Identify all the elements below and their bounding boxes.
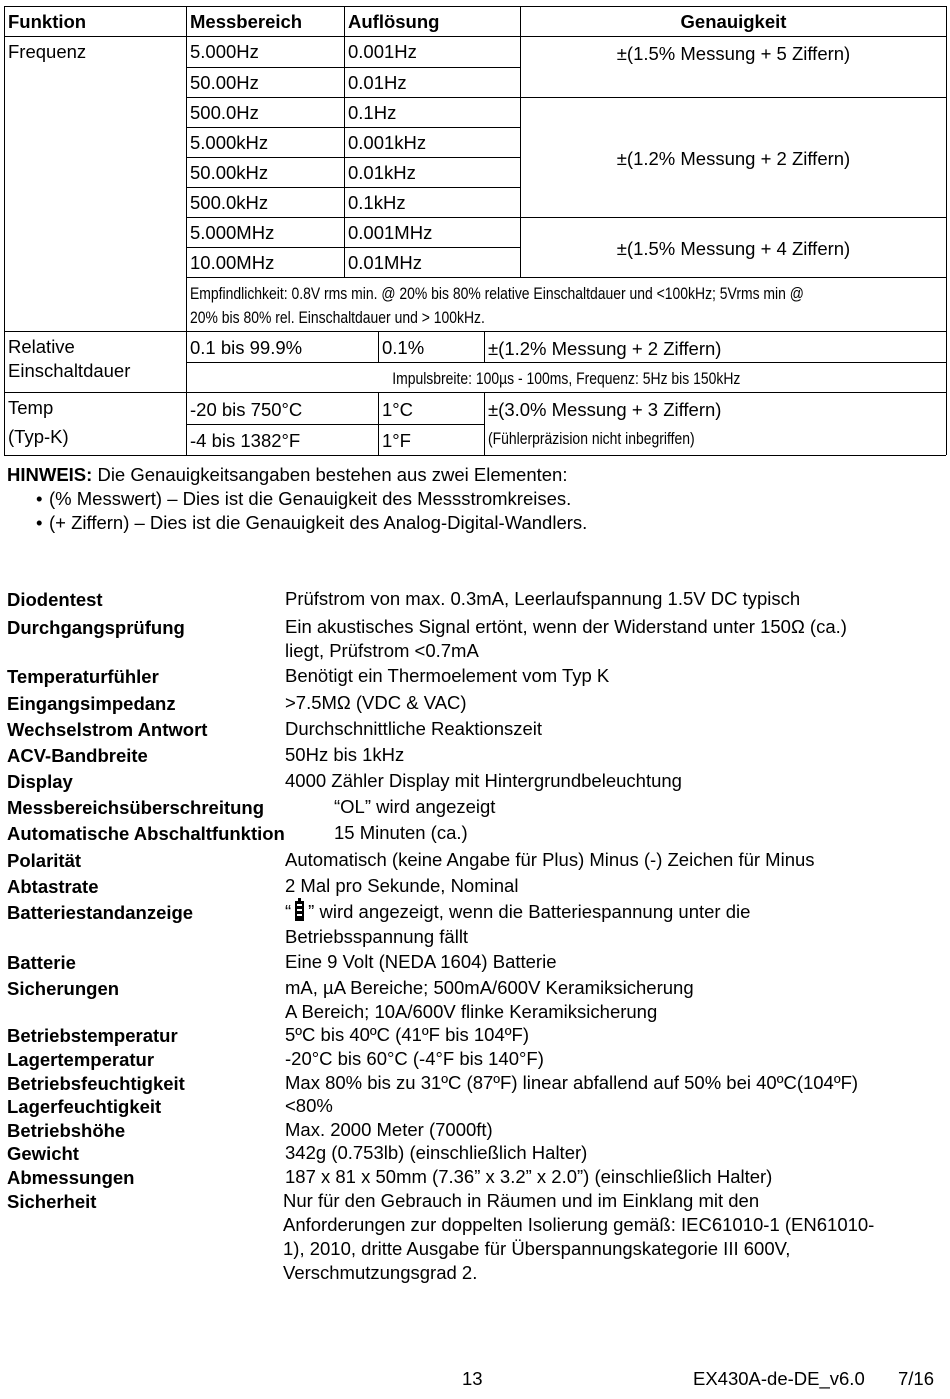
header-aufloesung: Auflösung [348,11,440,32]
spec-value: 5ºC bis 40ºC (41ºF bis 104ºF) [285,1024,529,1045]
document-id: EX430A-de-DE_v6.0 [693,1368,865,1389]
spec-value: <80% [285,1095,333,1116]
temp-range-c: -20 bis 750°C [190,399,303,420]
spec-value: “OL” wird angezeigt [334,796,496,817]
spec-value: Max 80% bis zu 31ºC (87ºF) linear abfallend auf 50% bei 40ºC(104ºF) [285,1072,859,1093]
hinweis-bullet-text: (+ Ziffern) – Dies ist die Genauigkeit des Analog-Digital-Wandlers. [49,512,588,533]
spec-value: 1), 2010, dritte Ausgabe für Überspannungskategorie III 600V, [283,1238,791,1259]
freq-range-cell: 50.00kHz [190,162,269,183]
page-number: 13 [462,1368,483,1389]
freq-accuracy-2: ±(1.2% Messung + 2 Ziffern) [616,148,851,169]
spec-value: Anforderungen zur doppelten Isolierung gemäß: IEC61010-1 (EN61010- [283,1214,875,1235]
spec-label: Betriebsfeuchtigkeit [7,1073,185,1094]
freq-resolution-cell: 0.1kHz [348,192,406,213]
spec-label: Batterie [7,952,76,973]
row-label-frequenz: Frequenz [8,41,87,62]
spec-value-text: ” wird angezeigt, wenn die Batteriespannung unter die [308,901,751,922]
hinweis-note [7,463,587,535]
spec-label: Diodentest [7,589,103,610]
freq-resolution-cell: 0.01Hz [348,72,407,93]
spec-value: Prüfstrom von max. 0.3mA, Leerlaufspannung 1.5V DC typisch [285,588,801,609]
spec-label: Eingangsimpedanz [7,693,176,714]
spec-label: Durchgangsprüfung [7,617,185,638]
row-label-duty-1: Relative [8,336,75,357]
freq-range-cell: 50.00Hz [190,72,259,93]
spec-value: 187 x 81 x 50mm (7.36” x 3.2” x 2.0”) (einschließlich Halter) [285,1166,773,1187]
spec-value: 342g (0.753lb) (einschließlich Halter) [285,1142,588,1163]
spec-value: 2 Mal pro Sekunde, Nominal [285,875,519,896]
hinweis-label: HINWEIS: [7,464,93,485]
spec-label: ACV-Bandbreite [7,745,148,766]
spec-label: Lagertemperatur [7,1049,155,1070]
spec-label: Temperaturfühler [7,666,159,687]
spec-label: Sicherungen [7,978,120,999]
duty-range: 0.1 bis 99.9% [190,337,303,358]
spec-value: Durchschnittliche Reaktionszeit [285,718,543,739]
freq-resolution-cell: 0.01kHz [348,162,416,183]
row-label-temp-2: (Typ-K) [8,426,69,447]
duty-pulse-note: Impulsbreite: 100µs - 100ms, Frequenz: 5Hz bis 150kHz [392,369,741,388]
row-label-temp-1: Temp [8,397,54,418]
freq-resolution-cell: 0.001kHz [348,132,427,153]
freq-resolution-cell: 0.001Hz [348,41,417,62]
spec-value: Max. 2000 Meter (7000ft) [285,1119,493,1140]
spec-label: Batteriestandanzeige [7,902,194,923]
spec-label: Polarität [7,850,82,871]
hinweis-bullet-text: (% Messwert) – Dies ist die Genauigkeit des Messstromkreises. [49,488,572,509]
header-funktion: Funktion [8,11,87,32]
hinweis-bullet [7,511,587,535]
spec-value: Betriebsspannung fällt [285,926,469,947]
spec-value: 50Hz bis 1kHz [285,744,405,765]
spec-value: Verschmutzungsgrad 2. [283,1262,478,1283]
freq-sensitivity-line2: 20% bis 80% rel. Einschaltdauer und > 100kHz. [190,308,485,327]
spec-label: Betriebstemperatur [7,1025,178,1046]
spec-label: Lagerfeuchtigkeit [7,1096,162,1117]
spec-value: mA, µA Bereiche; 500mA/600V Keramiksicherung [285,977,694,998]
spec-value: Automatisch (keine Angabe für Plus) Minus (-) Zeichen für Minus [285,849,815,870]
header-messbereich: Messbereich [190,11,303,32]
spec-label: Display [7,771,73,792]
hinweis-bullet [7,487,587,511]
spec-label: Abmessungen [7,1167,135,1188]
freq-range-cell: 5.000Hz [190,41,259,62]
battery-icon [295,901,304,921]
freq-sensitivity-line1: Empfindlichkeit: 0.8V rms min. @ 20% bis 80% relative Einschaltdauer und <100kHz; 5Vrms min @ [190,284,804,303]
hinweis-text: Die Genauigkeitsangaben bestehen aus zwei Elementen: [92,464,568,485]
temp-range-f: -4 bis 1382°F [190,430,301,451]
spec-value: >7.5MΩ (VDC & VAC) [285,692,467,713]
spec-label: Abtastrate [7,876,99,897]
spec-label: Betriebshöhe [7,1120,126,1141]
spec-value: Eine 9 Volt (NEDA 1604) Batterie [285,951,557,972]
freq-accuracy-1: ±(1.5% Messung + 5 Ziffern) [616,43,851,64]
freq-range-cell: 5.000MHz [190,222,275,243]
duty-resolution: 0.1% [382,337,425,358]
spec-value: Ein akustisches Signal ertönt, wenn der Widerstand unter 150Ω (ca.) [285,616,847,637]
duty-accuracy: ±(1.2% Messung + 2 Ziffern) [488,338,722,359]
spec-label: Automatische Abschaltfunktion [7,823,285,844]
spec-value: 15 Minuten (ca.) [334,822,468,843]
spec-value: liegt, Prüfstrom <0.7mA [285,640,479,661]
header-genauigkeit: Genauigkeit [680,11,787,32]
spec-value: Nur für den Gebrauch in Räumen und im Einklang mit den [283,1190,760,1211]
spec-value: -20°C bis 60°C (-4°F bis 140°F) [285,1048,544,1069]
document-version: 7/16 [898,1368,935,1389]
spec-label: Messbereichsüberschreitung [7,797,265,818]
spec-label: Gewicht [7,1143,79,1164]
row-label-duty-2: Einschaltdauer [8,360,131,381]
freq-accuracy-3: ±(1.5% Messung + 4 Ziffern) [616,238,851,259]
temp-res-f: 1°F [382,430,411,451]
freq-range-cell: 500.0Hz [190,102,259,123]
spec-value: 4000 Zähler Display mit Hintergrundbeleuchtung [285,770,682,791]
freq-range-cell: 500.0kHz [190,192,269,213]
freq-resolution-cell: 0.1Hz [348,102,397,123]
temp-accuracy: ±(3.0% Messung + 3 Ziffern) [488,399,722,420]
freq-resolution-cell: 0.01MHz [348,252,423,273]
spec-value-quote: “ [285,901,292,922]
freq-range-cell: 5.000kHz [190,132,269,153]
temp-note: (Fühlerpräzision nicht inbegriffen) [488,429,695,448]
temp-res-c: 1°C [382,399,414,420]
spec-label: Sicherheit [7,1191,97,1212]
spec-value: A Bereich; 10A/600V flinke Keramiksicherung [285,1001,658,1022]
spec-value [285,900,750,924]
freq-resolution-cell: 0.001MHz [348,222,433,243]
spec-label: Wechselstrom Antwort [7,719,208,740]
freq-range-cell: 10.00MHz [190,252,275,273]
spec-value: Benötigt ein Thermoelement vom Typ K [285,665,610,686]
